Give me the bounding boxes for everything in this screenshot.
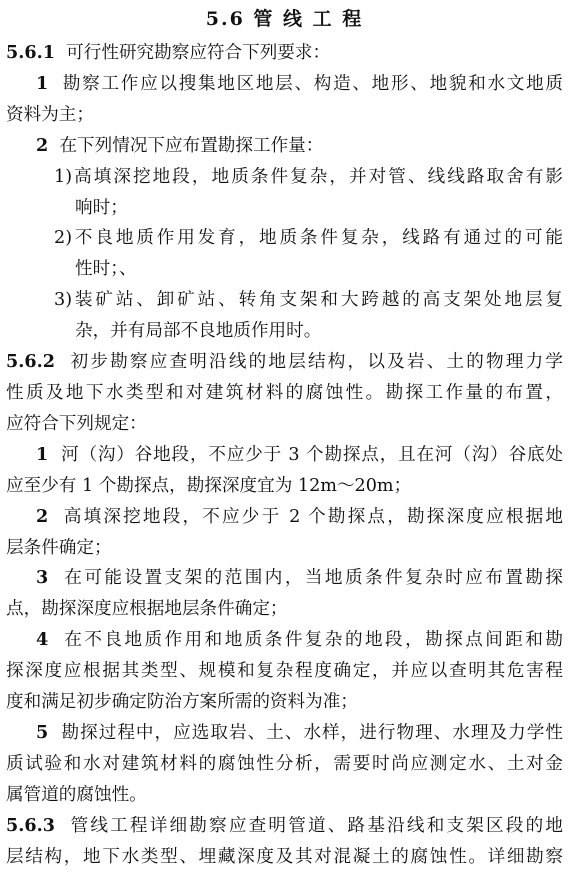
clause-number: 5.6.2 xyxy=(6,351,55,373)
text-line xyxy=(6,811,563,842)
subitem-line: 响时； xyxy=(75,197,128,218)
item-text: 高填深挖地段，不应少于 2 个勘探点，勘探深度应根据地 xyxy=(63,506,563,527)
text-line: 层条件确定； xyxy=(6,537,112,558)
clause-5-6-2 xyxy=(6,347,563,811)
subitem-line: 2)不良地质作用发育，地质条件复杂，线路有通过的可能 xyxy=(54,228,563,249)
item-text: 河（沟）谷地段，不应少于 3 个勘探点，且在河（沟）谷底处 xyxy=(61,444,563,465)
item-number: 1 xyxy=(36,72,49,94)
subitem-line: 1)高填深挖地段，地质条件复杂，并对管、线线路取舍有影 xyxy=(54,166,563,187)
item-text: 勘察工作应以搜集地区地层、构造、地形、地貌和水文地质 xyxy=(62,73,563,94)
text-line xyxy=(6,440,563,471)
item-number: 2 xyxy=(36,505,49,527)
text-line: 资料为主； xyxy=(6,104,94,125)
text-line: 质试验和水对建筑材料的腐蚀性分析，需要时尚应测定水、土对金 xyxy=(6,753,563,774)
item-text: 在不良地质作用和地质条件复杂的地段，勘探点间距和勘 xyxy=(64,630,563,651)
text-line xyxy=(6,69,563,100)
subitem-line: 杂，并有局部不良地质作用时。 xyxy=(75,321,322,342)
subitem-line: 3)装矿站、卸矿站、转角支架和大跨越的高支架处地层复 xyxy=(54,290,563,311)
text-line: 探深度应根据其类型、规模和复杂程度确定，并应以查明其危害程 xyxy=(6,661,563,682)
subitem-line: 性时；、 xyxy=(75,259,137,280)
text-line: 应至少有 1 个勘探点，勘探深度宜为 12m～20m； xyxy=(6,475,412,496)
text-line xyxy=(6,625,563,656)
item-number: 5 xyxy=(36,721,49,743)
text-line: 性质及地下水类型和对建筑材料的腐蚀性。勘探工作量的布置， xyxy=(6,382,563,403)
text-line xyxy=(6,718,563,749)
clause-number: 5.6.3 xyxy=(6,814,55,836)
text-line xyxy=(6,131,563,162)
clause-5-6-3 xyxy=(6,811,563,872)
clause-text: 初步勘察应查明沿线的地层结构，以及岩、土的物理力学 xyxy=(70,352,563,373)
item-text: 在下列情况下应布置勘探工作量： xyxy=(59,135,324,156)
item-number: 4 xyxy=(36,629,49,651)
text-line xyxy=(6,347,563,378)
item-number: 1 xyxy=(36,443,49,465)
text-line xyxy=(6,563,563,594)
text-line xyxy=(6,38,563,69)
section-title: 5.6 管 线 工 程 xyxy=(205,8,364,30)
text-line: 属管道的腐蚀性。 xyxy=(6,784,147,805)
item-number: 2 xyxy=(36,134,49,156)
text-line: 层结构，地下水类型、埋藏深度及其对混凝土的腐蚀性。详细勘察 xyxy=(6,846,563,867)
item-text: 在可能设置支架的范围内，当地质条件复杂时应布置勘探 xyxy=(64,568,563,589)
text-line: 度和满足初步确定防治方案所需的资料为准； xyxy=(6,692,358,713)
clause-5-6-1 xyxy=(6,38,563,347)
item-text: 勘探过程中，应选取岩、土、水样，进行物理、水理及力学性 xyxy=(61,722,563,743)
text-line: 点，勘探深度应根据地层条件确定； xyxy=(6,599,288,620)
clause-number: 5.6.1 xyxy=(6,42,55,63)
clause-text: 可行性研究勘察应符合下列要求： xyxy=(66,43,331,63)
item-number: 3 xyxy=(36,567,49,589)
clause-text: 管线工程详细勘察应查明管道、路基沿线和支架区段的地 xyxy=(70,815,563,836)
text-line: 应符合下列规定： xyxy=(6,413,147,434)
text-line xyxy=(6,502,563,533)
